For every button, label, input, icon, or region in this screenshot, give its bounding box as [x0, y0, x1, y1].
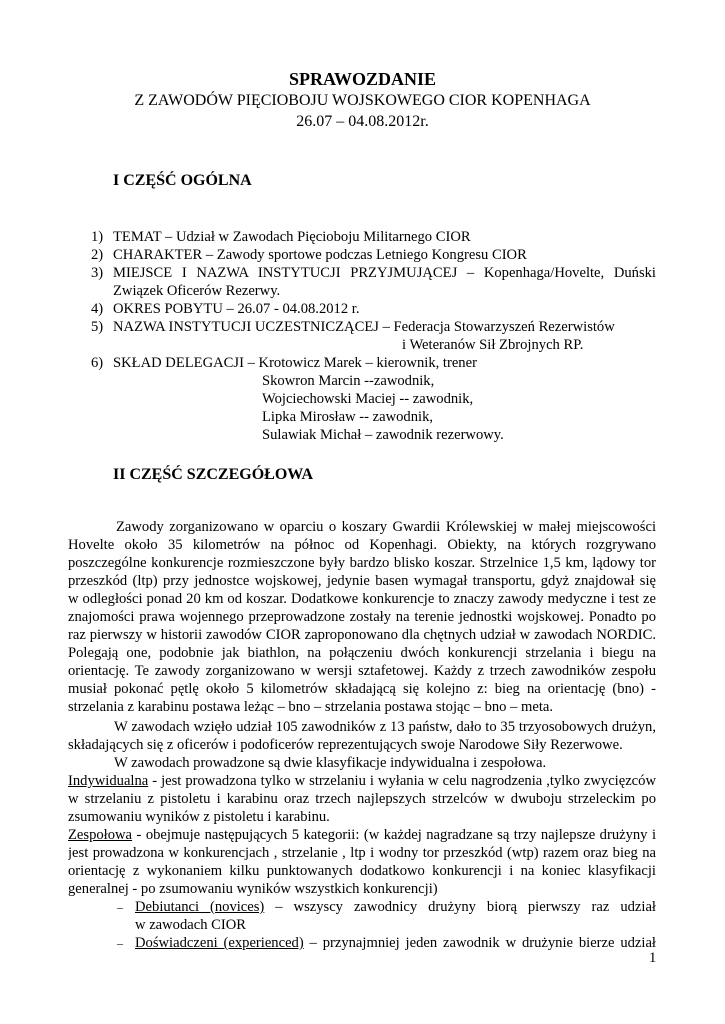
- list-item-line: Wojciechowski Maciej -- zawodnik,: [262, 391, 474, 407]
- paragraph-line: raz pierwszy w historii zawodów CIOR zaproponowano dla chętnych udział w zawodach NORDIC.: [68, 627, 656, 643]
- section-heading-general: I CZĘŚĆ OGÓLNA: [113, 172, 252, 189]
- paragraph-line: zsumowaniu wyników z pistoletu i karabinu.: [68, 809, 330, 825]
- list-item-line: SKŁAD DELEGACJI – Krotowicz Marek – kierownik, trener: [113, 355, 477, 371]
- paragraph-line: Polegają one, podobnie jak biathlon, na połączeniu dwóch konkurencji strzelania i biegu na: [68, 645, 656, 661]
- bullet-marker: –: [117, 936, 123, 950]
- list-item-place: [113, 264, 656, 300]
- report-title: SPRAWOZDANIE: [288, 69, 437, 89]
- term-individual: Indywidualna: [68, 773, 149, 789]
- section-heading-detailed: II CZĘŚĆ SZCZEGÓŁOWA: [113, 466, 314, 483]
- list-item-line: Sulawiak Michał – zawodnik rezerwowy.: [262, 427, 504, 443]
- list-item-institution: [113, 318, 656, 354]
- term-definition: – wszyscy zawodnicy drużyny biorą pierwszy raz udział: [264, 899, 656, 915]
- paragraph-line: [68, 772, 656, 790]
- list-number: 4): [91, 301, 104, 317]
- list-item-line: Lipka Mirosław -- zawodnik,: [262, 409, 434, 425]
- paragraph-line: znajomości prawa wojennego przeprowadzone zostały na terenie jednostki wojskowej. Ponadto po: [68, 609, 656, 625]
- list-item-delegation: [113, 354, 656, 444]
- list-item-period: [113, 300, 656, 318]
- bullet-experienced: [135, 934, 656, 952]
- paragraph-line: Zawody zorganizowano w oparciu o koszary Gwardii Królewskiej w małej miejscowości: [116, 519, 656, 535]
- paragraph-line: [68, 826, 656, 844]
- list-number: 3): [91, 265, 104, 281]
- bullet-marker: –: [117, 900, 123, 914]
- list-item-topic: [113, 228, 656, 246]
- list-number: 6): [91, 355, 104, 371]
- term-definition: - jest prowadzona tylko w strzelaniu i wyłania w celu nagrodzenia ,tylko zwycięzców: [148, 773, 656, 789]
- term-novices: Debiutanci (novices): [135, 899, 265, 915]
- list-item-line: Skowron Marcin --zawodnik,: [262, 373, 435, 389]
- term-definition: - obejmuje następujących 5 kategorii: (w każdej nagradzane są trzy najlepsze drużyny i: [132, 827, 656, 843]
- paragraph-line: strzelania z karabinu postawa leżąc – bno – strzelania postawa stojąc – bno – meta.: [68, 699, 554, 715]
- list-number: 5): [91, 319, 104, 335]
- list-item-line: TEMAT – Udział w Zawodach Pięcioboju Militarnego CIOR: [113, 229, 471, 245]
- report-subtitle: Z ZAWODÓW PIĘCIOBOJU WOJSKOWEGO CIOR KOPENHAGA: [134, 92, 591, 109]
- term-experienced: Doświadczeni (experienced): [135, 935, 304, 951]
- paragraph-line: musiał pokonać pętlę około 5 kilometrów składającą się kolejno z: bieg na orientację (bno) -: [68, 681, 656, 697]
- paragraph-competition-overview: [68, 518, 656, 716]
- list-item-character: [113, 246, 656, 264]
- list-item-line: MIEJSCE I NAZWA INSTYTUCJI PRZYJMUJĄCEJ – Kopenhaga/Hovelte, Duński: [113, 265, 656, 281]
- list-item-line: OKRES POBYTU – 26.07 - 04.08.2012 r.: [113, 301, 360, 317]
- paragraph-line: generalnej - po zsumowaniu wyników wszystkich konkurencji): [68, 881, 438, 897]
- paragraph-team-classification: [68, 826, 656, 898]
- paragraph-line: orientację z wykonaniem kilku punktowanych dodatkowo konkurencji i na koniec klasyfikacji: [68, 863, 656, 879]
- bullet-line: [135, 934, 656, 952]
- bullet-line: w zawodach CIOR: [135, 917, 247, 933]
- bullet-line: [135, 898, 656, 916]
- list-number: 2): [91, 247, 104, 263]
- paragraph-line: poszczególne konkurencje rozmieszczone były bardzo blisko koszar. Strzelnice 1,5 km, lądowy tor: [68, 555, 656, 571]
- list-item-line: i Weteranów Sił Zbrojnych RP.: [402, 337, 584, 353]
- report-dates: 26.07 – 04.08.2012r.: [296, 113, 429, 130]
- term-definition: – przynajmniej jeden zawodnik w drużynie bierze udział: [303, 935, 656, 951]
- list-number: 1): [91, 229, 104, 245]
- paragraph-line: W zawodach wzięło udział 105 zawodników z 13 państw, dało to 35 trzyosobowych drużyn,: [114, 719, 656, 735]
- paragraph-participants: [68, 718, 656, 772]
- bullet-novices: [135, 898, 656, 934]
- paragraph-line: orientację. Te zawody zorganizowano w wersji sztafetowej. Każdy z trzech zawodników zespołu: [68, 663, 656, 679]
- list-item-line: Związek Oficerów Rezerwy.: [113, 283, 281, 299]
- list-item-line: NAZWA INSTYTUCJI UCZESTNICZĄCEJ – Federacja Stowarzyszeń Rezerwistów: [113, 319, 615, 335]
- paragraph-line: przeszkód (ltp) przy jednostce wojskowej, jedynie basen wymagał transportu, gdyż znajdował się: [68, 573, 656, 589]
- paragraph-individual-classification: [68, 772, 656, 826]
- page-number: 1: [649, 950, 657, 966]
- term-team: Zespołowa: [68, 827, 133, 843]
- paragraph-line: jest prowadzona w konkurencjach , strzelanie , ltp i wodny tor przeszkód (wtp) razem oraz bieg na: [68, 845, 656, 861]
- paragraph-line: W zawodach prowadzone są dwie klasyfikacje indywidualna i zespołowa.: [114, 755, 547, 771]
- list-item-line: CHARAKTER – Zawody sportowe podczas Letniego Kongresu CIOR: [113, 247, 527, 263]
- paragraph-line: składających się z oficerów i podoficerów reprezentujących swoje Narodowe Siły Rezerwowe.: [68, 737, 623, 753]
- paragraph-line: w strzelaniu z pistoletu i karabinu oraz trzech najlepszych strzelców w dwuboju strzeleckim po: [68, 791, 656, 807]
- paragraph-line: Hovelte około 35 kilometrów na północ od Kopenhagi. Obiekty, na których rozgrywano: [68, 537, 656, 553]
- paragraph-line: w odległości ponad 20 km od koszar. Dodatkowe konkurencje to znaczy zawody medyczne i test ze: [68, 591, 656, 607]
